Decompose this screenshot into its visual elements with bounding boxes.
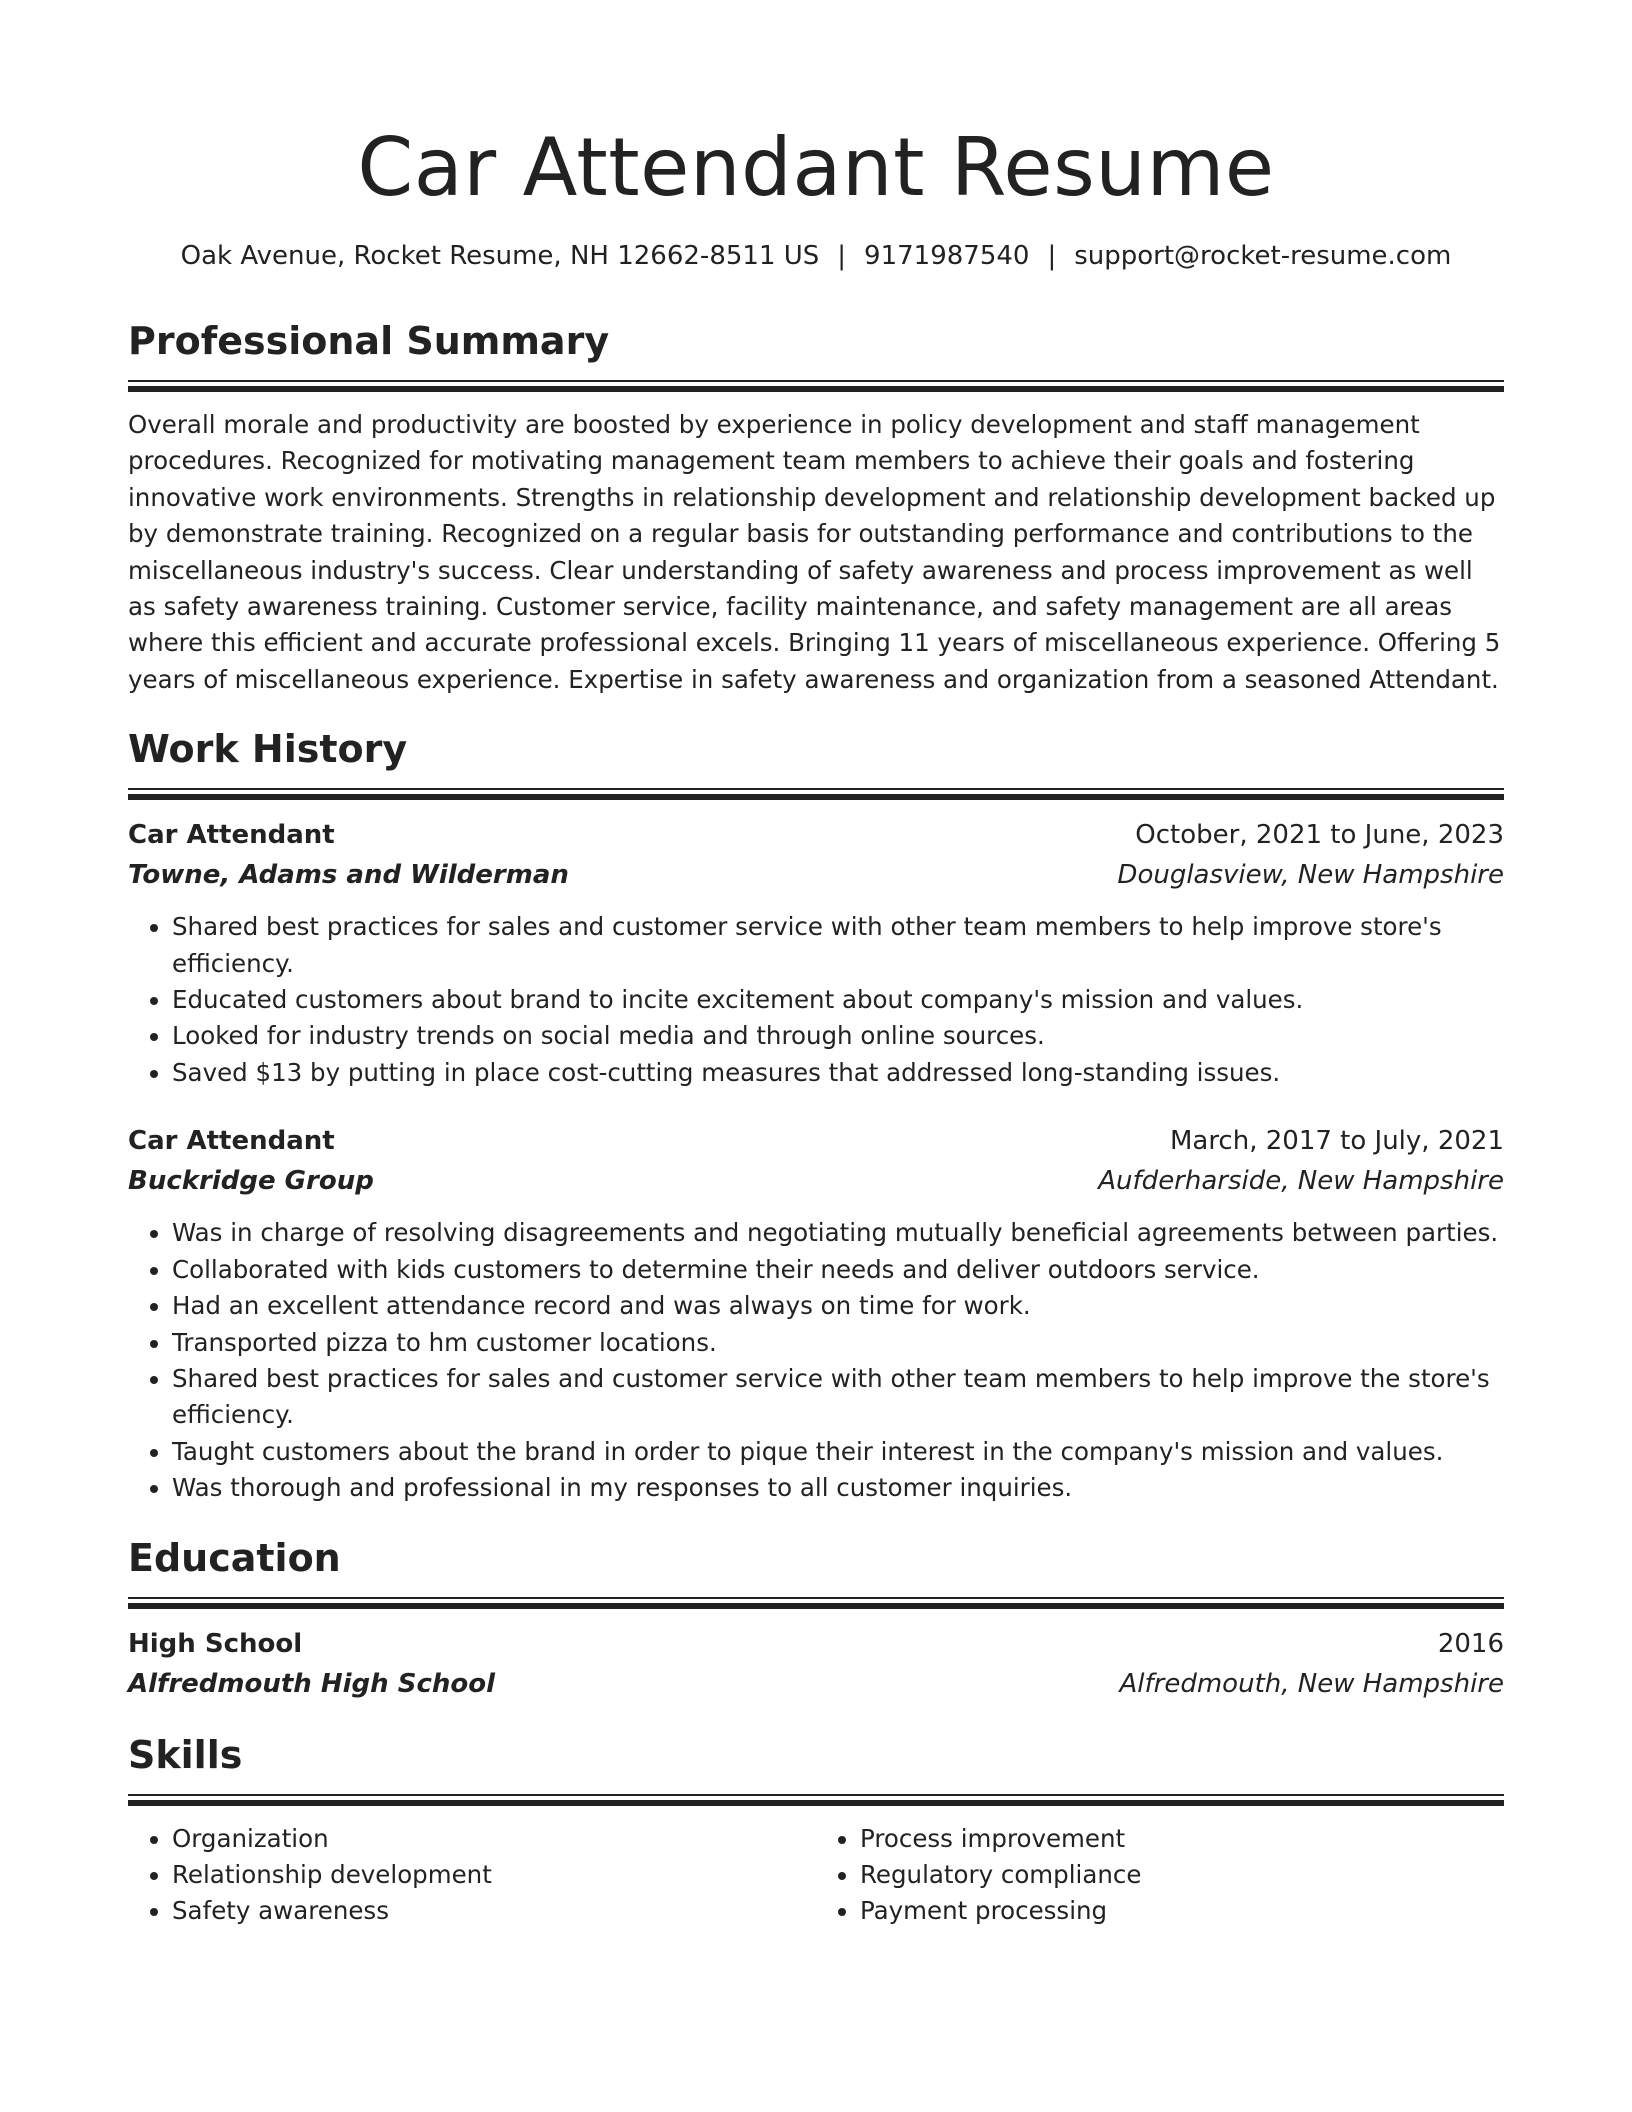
list-item: • Process improvement [860, 1821, 1504, 1857]
job-entry [128, 1121, 1504, 1506]
list-item: • Shared best practices for sales and customer service with other team members to help improve store's efficiency. [172, 909, 1504, 982]
list-item: • Had an excellent attendance record and was always on time for work. [172, 1288, 1504, 1324]
job-bullets [128, 909, 1504, 1091]
job-location: Aufderharside, New Hampshire [1098, 1166, 1504, 1197]
job-dates: March, 2017 to July, 2021 [1169, 1126, 1504, 1157]
job-company: Towne, Adams and Wilderman [128, 860, 569, 891]
job-title: Car Attendant [128, 1126, 335, 1157]
education-year: 2016 [1437, 1628, 1504, 1659]
job-title: Car Attendant [128, 820, 335, 851]
list-item: • Saved $13 by putting in place cost-cutting measures that addressed long-standing issues. [172, 1055, 1504, 1091]
job-location: Douglasview, New Hampshire [1117, 860, 1504, 891]
resume-title: Car Attendant Resume [357, 121, 1275, 214]
work-history-section [128, 724, 1504, 1506]
job-bullets [128, 1215, 1504, 1506]
section-title-education: Education [128, 1535, 341, 1580]
section-title-skills: Skills [128, 1732, 243, 1777]
skills-columns [128, 1821, 1504, 1930]
list-item: • Safety awareness [172, 1893, 816, 1929]
list-item: • Organization [172, 1821, 816, 1857]
education-degree: High School [128, 1628, 303, 1659]
section-divider [128, 1597, 1504, 1610]
job-dates: October, 2021 to June, 2023 [1135, 820, 1504, 851]
contact-separator: | [1047, 241, 1057, 271]
list-item: • Regulatory compliance [860, 1857, 1504, 1893]
contact-separator: | [837, 241, 847, 271]
list-item: • Was in charge of resolving disagreements and negotiating mutually beneficial agreements between parties. [172, 1215, 1504, 1251]
education-entry [128, 1624, 1504, 1704]
section-title-work-history: Work History [128, 727, 408, 772]
job-header-row [128, 1121, 1504, 1161]
job-company-row [128, 855, 1504, 895]
job-company-row [128, 1161, 1504, 1201]
education-school-row [128, 1664, 1504, 1704]
job-company: Buckridge Group [128, 1166, 374, 1197]
education-school: Alfredmouth High School [128, 1668, 495, 1699]
list-item: • Collaborated with kids customers to determine their needs and deliver outdoors service. [172, 1252, 1504, 1288]
section-divider [128, 1794, 1504, 1807]
list-item: • Educated customers about brand to incite excitement about company's mission and values. [172, 982, 1504, 1018]
section-divider [128, 380, 1504, 393]
contact-line [128, 238, 1504, 274]
list-item: • Taught customers about the brand in order to pique their interest in the company's mission and values. [172, 1434, 1504, 1470]
job-header-row [128, 815, 1504, 855]
contact-email: support@rocket-resume.com [1074, 241, 1452, 271]
education-header-row [128, 1624, 1504, 1664]
education-location: Alfredmouth, New Hampshire [1119, 1668, 1504, 1699]
list-item: • Shared best practices for sales and customer service with other team members to help improve the store's efficiency. [172, 1361, 1504, 1434]
list-item: • Looked for industry trends on social media and through online sources. [172, 1018, 1504, 1054]
list-item: • Payment processing [860, 1893, 1504, 1929]
education-section [128, 1533, 1504, 1704]
summary-section [128, 316, 1504, 698]
contact-phone: 9171987540 [864, 241, 1030, 271]
list-item: • Was thorough and professional in my responses to all customer inquiries. [172, 1470, 1504, 1506]
contact-address: Oak Avenue, Rocket Resume, NH 12662-8511 US [180, 241, 820, 271]
skills-list-left [128, 1821, 816, 1930]
list-item: • Transported pizza to hm customer locations. [172, 1325, 1504, 1361]
skills-section [128, 1730, 1504, 1930]
job-entry [128, 815, 1504, 1091]
section-title-summary: Professional Summary [128, 319, 610, 363]
skills-list-right [816, 1821, 1504, 1930]
summary-text: Overall morale and productivity are boosted by experience in policy development and staff management procedures. Recognized for motivating management team members to achieve their goals and fostering innovative work environments. Strengths in relationship development and relationship development backed up by demonstrate training. Recognized on a regular basis for outstanding performance and contributions to the miscellaneous industry's success. Clear understanding of safety awareness and process improvement as well as safety awareness training. Customer service, facility maintenance, and safety management are all areas where this efficient and accurate professional excels. Bringing 11 years of miscellaneous experience. Offering 5 years of miscellaneous experience. Expertise in safety awareness and organization from a seasoned Attendant. [128, 410, 1501, 694]
list-item: • Relationship development [172, 1857, 816, 1893]
section-divider [128, 788, 1504, 801]
